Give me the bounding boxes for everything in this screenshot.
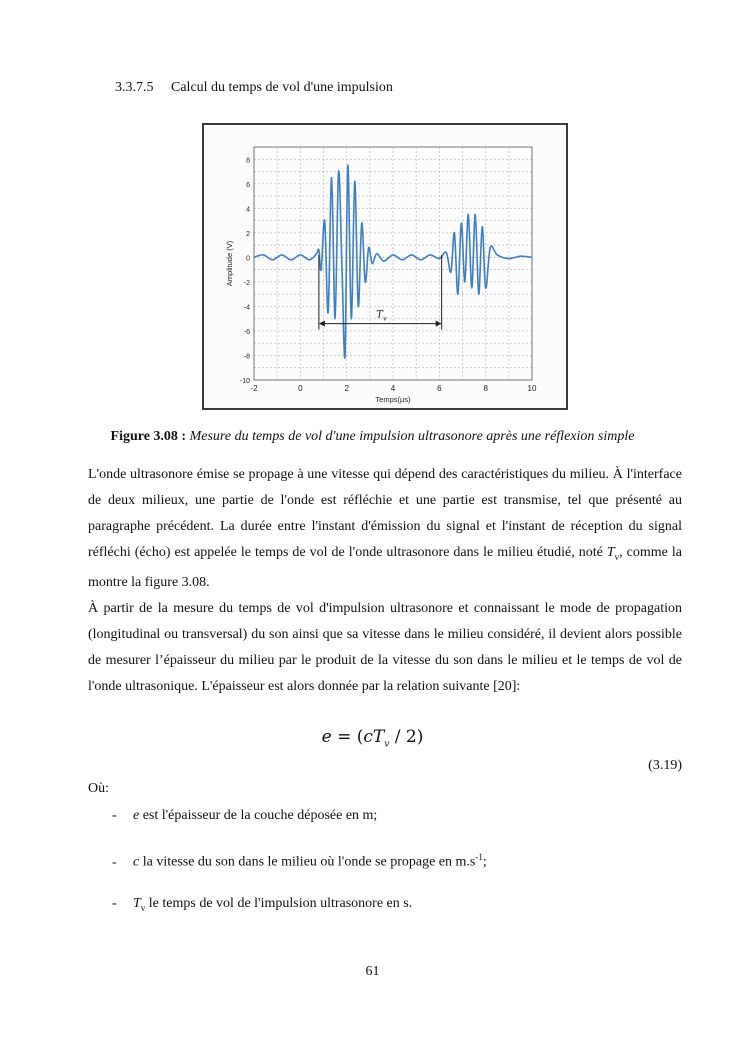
- paragraph-2: À partir de la mesure du temps de vol d'impulsion ultrasonore et connaissant le mode de propagation (longitudinal ou transversal) du son ainsi que sa vitesse dans le milieu considéré, il devient alors possible de mesurer l’épaisseur du milieu par le produit de la vitesse du son dans le milieu et le temps de vol de l'onde ultrasonique. L'épaisseur est alors donnée par la relation suivante [20]:: [88, 600, 682, 694]
- y-tick-label: -2: [243, 279, 250, 287]
- list-dash: -: [112, 854, 117, 870]
- definition-text: la vitesse du son dans le milieu où l'onde se propage en m.s: [139, 854, 476, 870]
- y-tick-label: 8: [246, 157, 250, 165]
- y-tick-label: 6: [246, 181, 250, 189]
- y-tick-label: 2: [246, 230, 250, 238]
- equation-number: (3.19): [648, 758, 682, 773]
- figure-caption: [0, 429, 745, 445]
- paragraph-1-tail: , comme la montre la figure 3.08.: [88, 545, 682, 590]
- x-axis-label: Temps(µs): [375, 395, 411, 404]
- body-text: [88, 462, 682, 700]
- y-tick-label: 4: [246, 206, 250, 214]
- definition-symbol: T: [133, 896, 141, 911]
- equation-rest: / 2): [389, 727, 424, 747]
- figure-chart: [202, 123, 568, 410]
- section-title: Calcul du temps de vol d'une impulsion: [171, 80, 393, 95]
- y-tick-label: -6: [243, 328, 250, 336]
- definition-item-tv: [112, 896, 412, 913]
- figure-label: Figure 3.08 :: [110, 429, 187, 444]
- x-tick-label: 8: [483, 384, 488, 393]
- x-tick-label: 6: [437, 384, 442, 393]
- definition-superscript: -1: [475, 852, 483, 862]
- figure-caption-text: Mesure du temps de vol d'une impulsion ultrasonore après une réflexion simple: [189, 429, 635, 444]
- equation-c: c: [363, 727, 373, 747]
- x-tick-label: 4: [390, 384, 396, 393]
- definition-subscript: v: [140, 902, 146, 913]
- definition-item-c: [112, 852, 487, 871]
- signal-line: [254, 165, 532, 358]
- tv-arrow-head-left: [319, 321, 325, 327]
- equation-lhs: e: [321, 727, 332, 747]
- paragraph-1-text: L'onde ultrasonore émise se propage à une vitesse qui dépend des caractéristiques du milieu. À l'interface de deux milieux, une partie de l'onde est réfléchie et une partie est transmise, tel que présenté au paragraphe précédent. La durée entre l'instant d'émission du signal et l'instant de réception du signal réfléchi (écho) est appelée le temps de vol de l'onde ultrasonore dans le milieu étudié, noté: [88, 467, 682, 560]
- tv-arrow-head-right: [436, 321, 442, 327]
- tv-label-subscript: v: [383, 315, 387, 323]
- section-number: 3.3.7.5: [115, 80, 154, 95]
- tv-symbol: T: [606, 545, 615, 560]
- oscilloscope-chart: [204, 125, 566, 408]
- x-tick-label: 2: [344, 384, 349, 393]
- y-axis-label: Amplitude (V): [225, 240, 234, 287]
- tv-label: T: [376, 309, 383, 321]
- y-tick-label: -10: [239, 378, 250, 385]
- tv-subscript: v: [614, 551, 620, 562]
- y-tick-label: -4: [243, 304, 250, 312]
- paragraph-1: [88, 462, 682, 596]
- definition-symbol: c: [133, 854, 140, 870]
- definition-symbol: e: [133, 808, 140, 823]
- y-tick-label: -8: [243, 353, 250, 361]
- where-label: Où:: [88, 781, 109, 796]
- page-number: 61: [365, 964, 380, 979]
- list-dash: -: [112, 896, 117, 911]
- definition-text: est l'épaisseur de la couche déposée en m;: [139, 808, 378, 823]
- definition-item-e: [112, 808, 377, 824]
- equation-t: T: [372, 727, 385, 747]
- y-tick-label: 0: [246, 255, 250, 263]
- x-tick-label: 10: [527, 384, 537, 393]
- equation: [0, 727, 745, 749]
- equation-equals: = (: [331, 727, 364, 747]
- list-dash: -: [112, 808, 117, 823]
- section-heading: [115, 80, 393, 96]
- x-tick-label: 0: [298, 384, 303, 393]
- definition-tail: ;: [482, 854, 487, 870]
- x-tick-label: -2: [250, 384, 258, 393]
- definition-text: le temps de vol de l'impulsion ultrasonore en s.: [145, 896, 413, 911]
- equation-sub: v: [384, 739, 390, 750]
